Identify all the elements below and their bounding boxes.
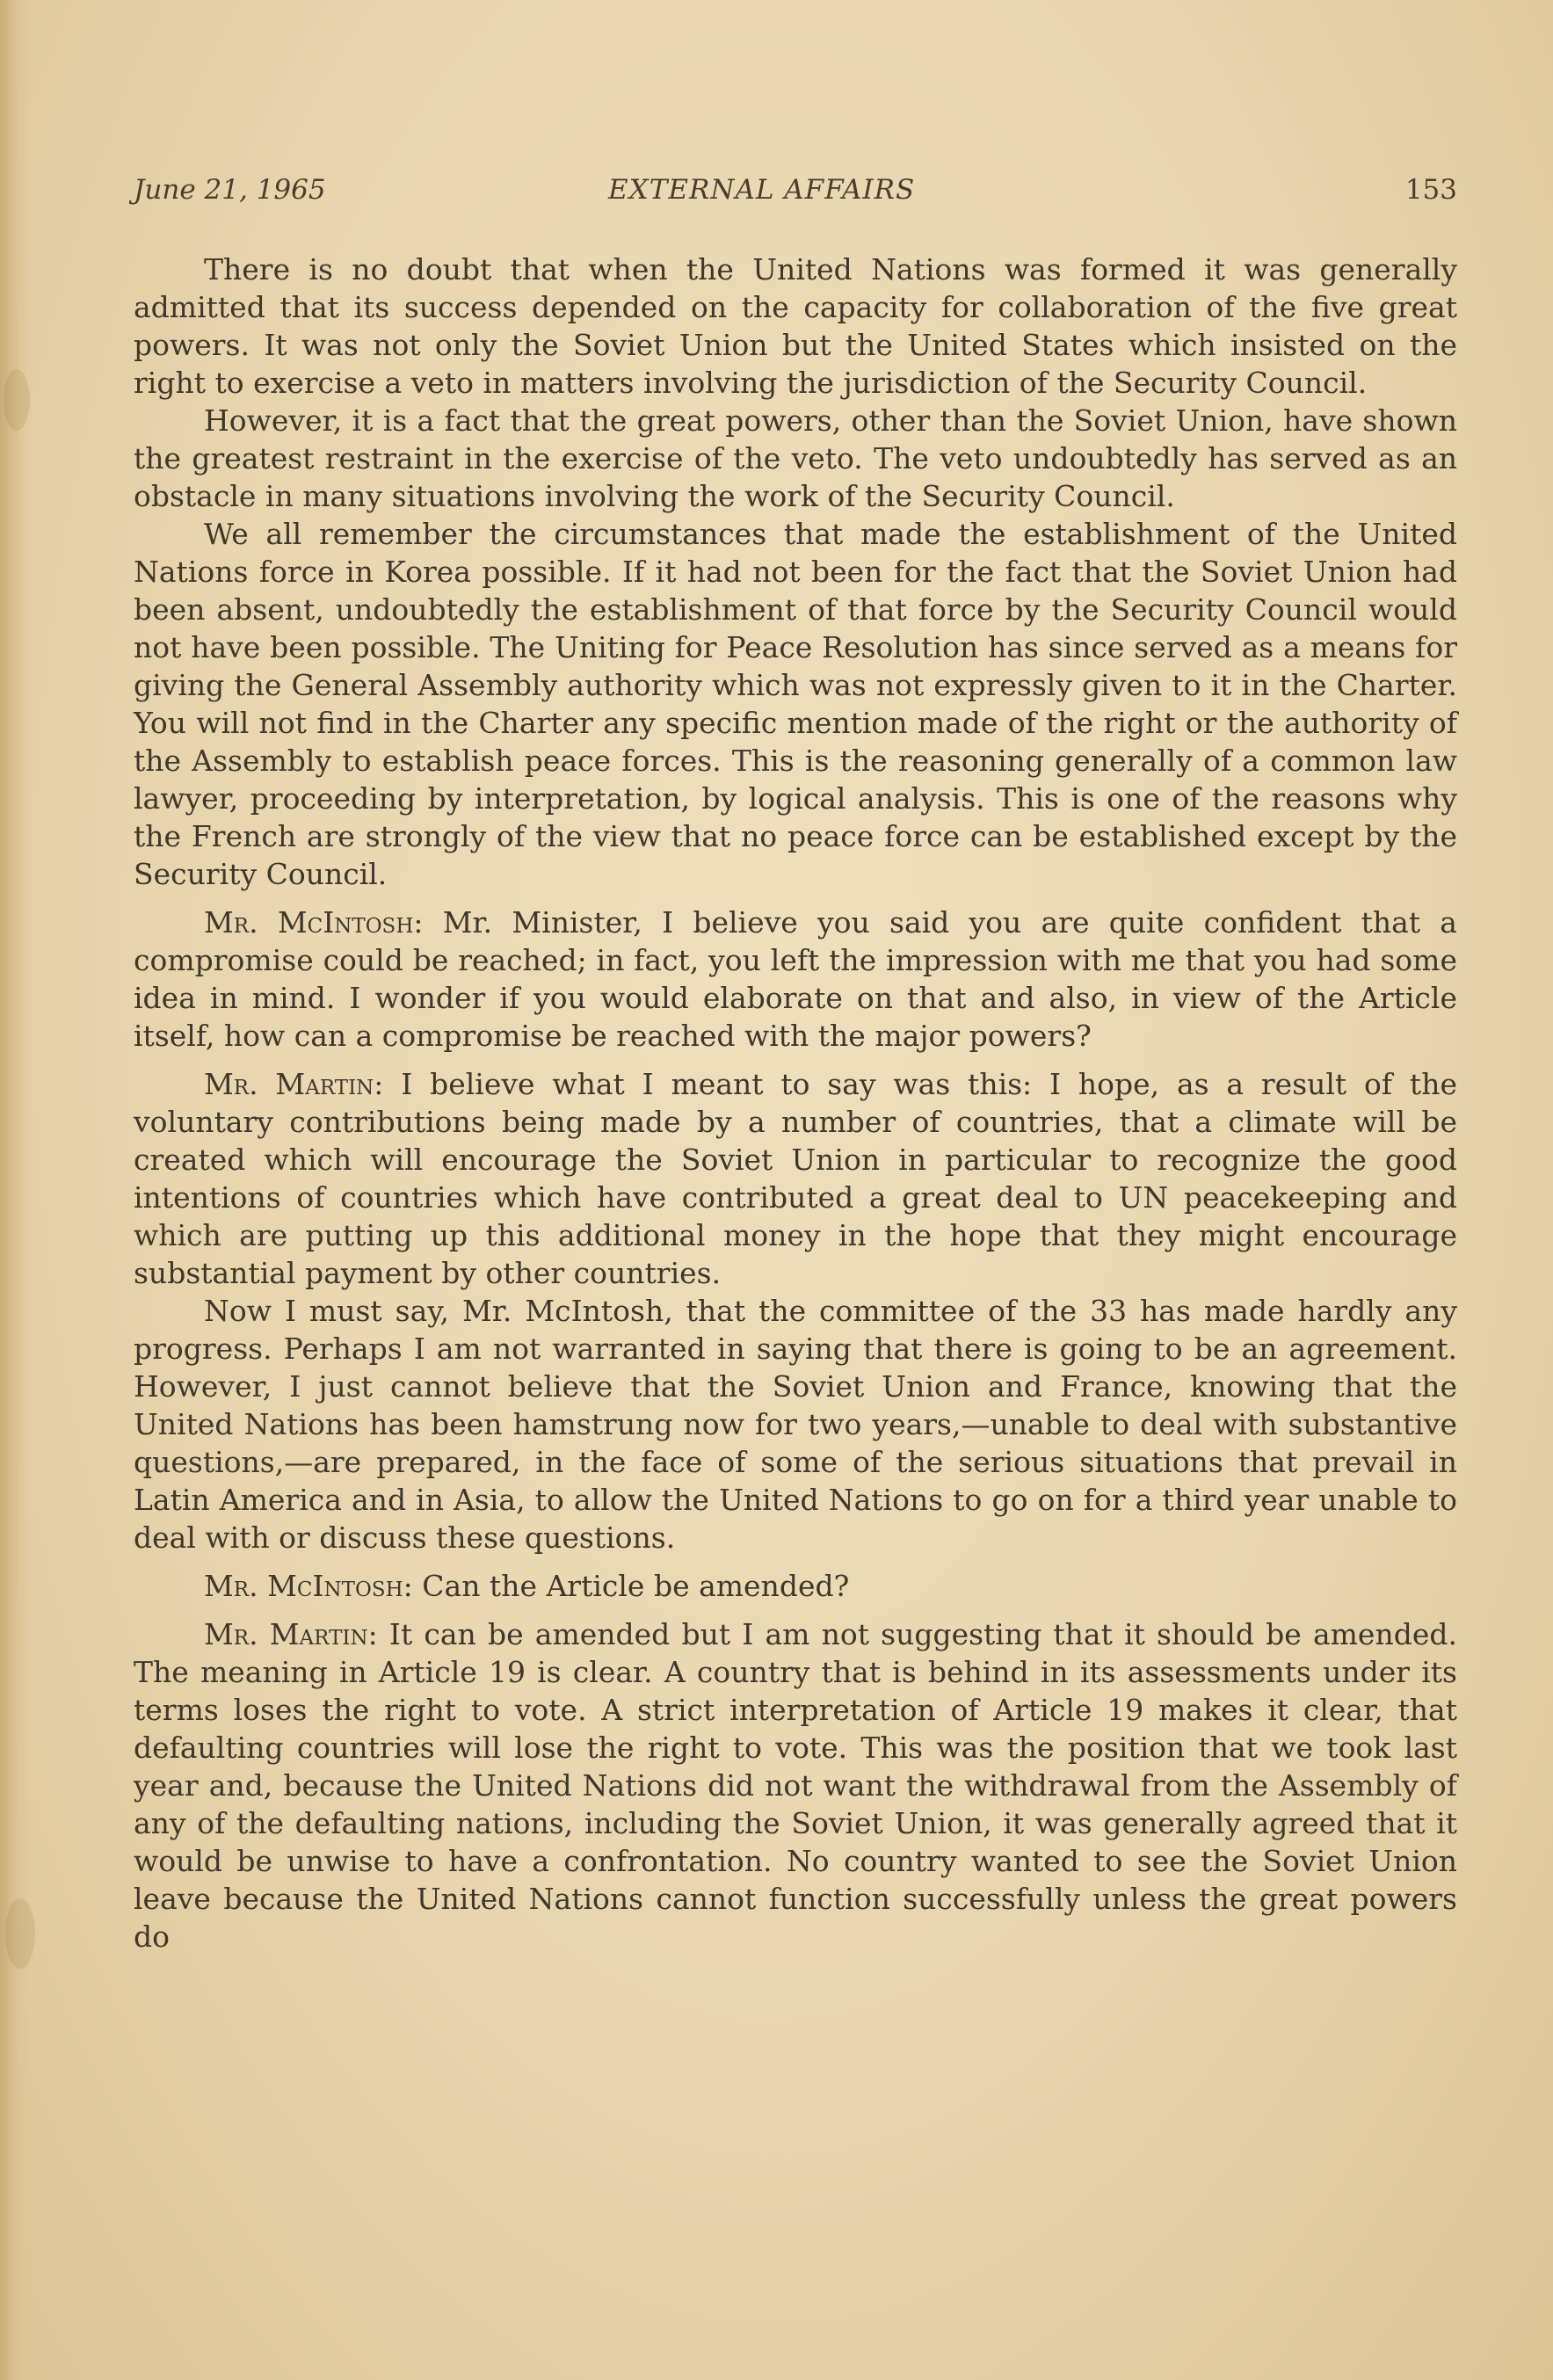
header-publication-title: EXTERNAL AFFAIRS (608, 174, 916, 206)
paragraph (134, 402, 1457, 515)
paragraph-text: Can the Article be amended? (422, 1569, 850, 1603)
paragraph-text: There is no doubt that when the United Nations was formed it was generally admitted that its success depended on the capacity for collaboration of the five great powers. It was not only the Soviet Union but the United States which insisted on the right to exercise a veto in matters involving the jurisdiction of the Security Council. (134, 252, 1457, 400)
article-body (134, 250, 1457, 1956)
speaker-label: Mr. Martin: (204, 1617, 378, 1651)
book-spine-shadow (0, 0, 30, 2380)
paragraph (134, 250, 1457, 402)
running-header (134, 174, 1457, 213)
paragraph (134, 1567, 1457, 1605)
paragraph-text: Now I must say, Mr. McIntosh, that the committee of the 33 has made hardly any progress. Perhaps I am not warranted in saying that there is going to be an agreement. However, I just cannot believe that the Soviet Union and France, knowing that the United Nations has been hamstrung now for two years,—unable to deal with substantive questions,—are prepared, in the face of some of the serious situations that prevail in Latin America and in Asia, to allow the United Nations to go on for a third year unable to deal with or discuss these questions. (134, 1294, 1457, 1555)
speaker-label: Mr. McIntosh: (204, 1569, 413, 1603)
speaker-label: Mr. Martin: (204, 1067, 384, 1101)
paragraph-text: Mr. Minister, I believe you said you are quite confident that a compromise could be reached; in fact, you left the impression with me that you had some idea in mind. I wonder if you would elaborate on that and also, in view of the Article itself, how can a compromise be reached with the major powers? (134, 905, 1457, 1053)
header-date: June 21, 1965 (134, 174, 326, 206)
paragraph-text: However, it is a fact that the great powers, other than the Soviet Union, have shown the greatest restraint in the exercise of the veto. The veto undoubtedly has served as an obstacle in many situations involving the work of the Security Council. (134, 403, 1457, 513)
paragraph (134, 1065, 1457, 1292)
speaker-label: Mr. McIntosh: (204, 905, 424, 940)
paragraph-text: We all remember the circumstances that made the establishment of the United Nations force in Korea possible. If it had not been for the fact that the Soviet Union had been absent, undoubtedly the establishment of that force by the Security Council would not have been possible. The Uniting for Peace Resolution has since served as a means for giving the General Assembly authority which was not expressly given to it in the Charter. You will not find in the Charter any specific mention made of the right or the authority of the Assembly to establish peace forces. This is the reasoning generally of a common law lawyer, proceeding by interpretation, by logical analysis. This is one of the reasons why the French are strongly of the view that no peace force can be established except by the Security Council. (134, 517, 1457, 891)
paragraph (134, 515, 1457, 893)
paper-stain (5, 1898, 35, 1969)
paragraph (134, 903, 1457, 1055)
paragraph (134, 1615, 1457, 1956)
paragraph-text: It can be amended but I am not suggesting that it should be amended. The meaning in Article 19 is clear. A country that is behind in its assessments under its terms loses the right to vote. A strict interpretation of Article 19 makes it clear, that defaulting countries will lose the right to vote. This was the position that we took last year and, because the United Nations did not want the withdrawal from the Assembly of any of the defaulting nations, including the Soviet Union, it was generally agreed that it would be unwise to have a confrontation. No country wanted to see the Soviet Union leave because the United Nations cannot function successfully unless the great powers do (134, 1617, 1457, 1954)
header-page-number: 153 (1404, 174, 1457, 206)
paper-stain (4, 369, 30, 431)
paragraph-text: I believe what I meant to say was this: I hope, as a result of the voluntary contributions being made by a number of countries, that a climate will be created which will encourage the Soviet Union in particular to recognize the good intentions of countries which have contributed a great deal to UN peacekeeping and which are putting up this additional money in the hope that they might encourage substantial payment by other countries. (134, 1067, 1457, 1290)
paragraph (134, 1292, 1457, 1556)
